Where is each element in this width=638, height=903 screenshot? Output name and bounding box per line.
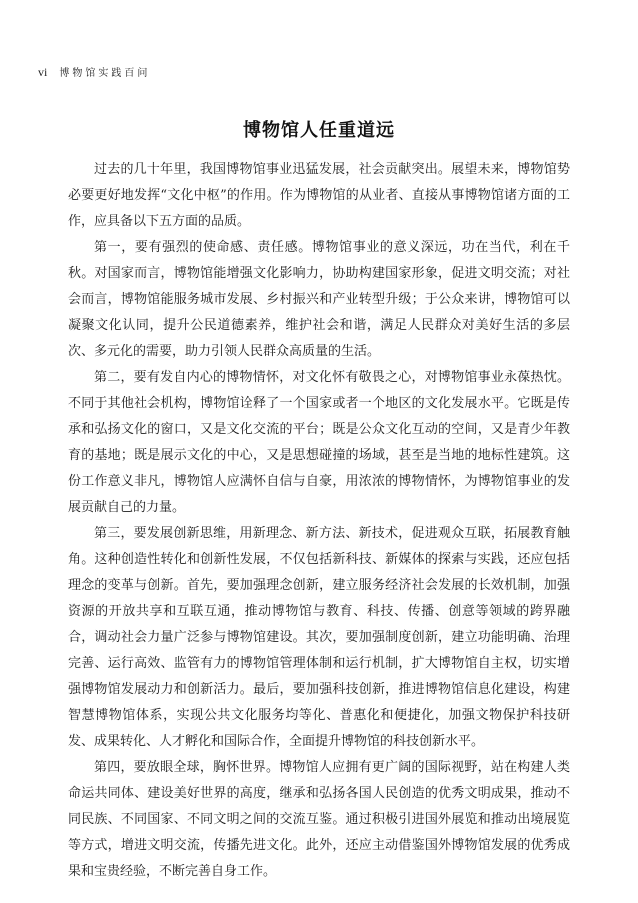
article-body bbox=[68, 157, 570, 885]
paragraph-second: 第二，要有发自内心的博物情怀，对文化怀有敬畏之心，对博物馆事业永葆热忱。不同于其他社会机构，博物馆诠释了一个国家或者一个地区的文化发展水平。它既是传承和弘扬文化的窗口，又是文化交流的平台；既是公众文化互动的空间，又是青少年教育的基地；既是展示文化的中心，又是思想碰撞的场域，甚至是当地的地标性建筑。这份工作意义非凡，博物馆人应满怀自信与自豪，用浓浓的博物情怀，为博物馆事业的发展贡献自己的力量。 bbox=[68, 370, 570, 515]
paragraph-first: 第一，要有强烈的使命感、责任感。博物馆事业的意义深远，功在当代，利在千秋。对国家而言，博物馆能增强文化影响力，协助构建国家形象，促进文明交流；对社会而言，博物馆能服务城市发展、乡村振兴和产业转型升级；于公众来讲，博物馆可以凝聚文化认同，提升公民道德素养，维护社会和谐，满足人民群众对美好生活的多层次、多元化的需要，助力引领人民群众高质量的生活。 bbox=[68, 240, 570, 359]
paragraph-fourth: 第四，要放眼全球，胸怀世界。博物馆人应拥有更广阔的国际视野，站在构建人类命运共同体、建设美好世界的高度，继承和弘扬各国人民创造的优秀文明成果，推动不同民族、不同国家、不同文明之间的交流互鉴。通过积极引进国外展览和推动出境展览等方式，增进文明交流，传播先进文化。此外，还应主动借鉴国外博物馆发展的优秀成果和宝贵经验，不断完善自身工作。 bbox=[68, 760, 570, 879]
paragraph-third: 第三，要发展创新思维，用新理念、新方法、新技术，促进观众互联，拓展教育触角。这种创造性转化和创新性发展，不仅包括新科技、新媒体的探索与实践，还应包括理念的变革与创新。首先，要加强理念创新，建立服务经济社会发展的长效机制，加强资源的开放共享和互联互通，推动博物馆与教育、科技、传播、创意等领域的跨界融合，调动社会力量广泛参与博物馆建设。其次，要加强制度创新，建立功能明确、治理完善、运行高效、监管有力的博物馆管理体制和运行机制，扩大博物馆自主权，切实增强博物馆发展动力和创新活力。最后，要加强科技创新，推进博物馆信息化建设，构建智慧博物馆体系，实现公共文化服务均等化、普惠化和便捷化，加强文物保护科技研发、成果转化、人才孵化和国际合作，全面提升博物馆的科技创新水平。 bbox=[68, 526, 570, 749]
paragraph-intro: 过去的几十年里，我国博物馆事业迅猛发展，社会贡献突出。展望未来，博物馆势必要更好地发挥“文化中枢”的作用。作为博物馆的从业者、直接从事博物馆诸方面的工作，应具备以下五方面的品质。 bbox=[68, 162, 570, 229]
page-header bbox=[38, 64, 150, 80]
running-title: 博物馆实践百问 bbox=[59, 68, 151, 79]
article-title: 博物馆人任重道远 bbox=[243, 120, 395, 141]
page-number: vi bbox=[38, 65, 48, 79]
